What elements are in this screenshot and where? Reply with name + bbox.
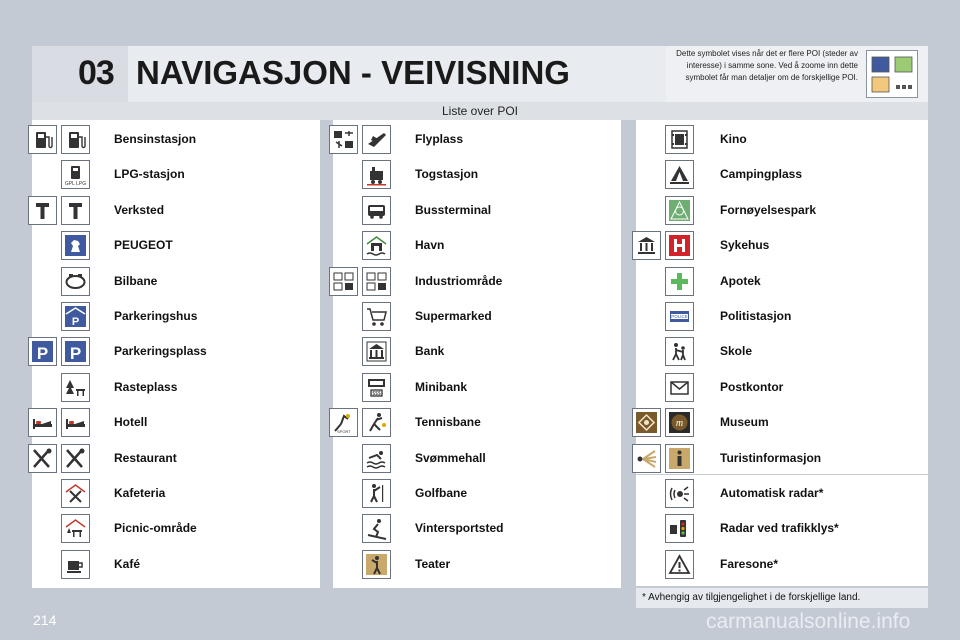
theatre-icon [362,550,391,579]
note-text: Dette symbolet vises når det er flere POI (steder av interesse) i samme sone. Ved å zoome inn dette symbolet får man detaljer om de forskjellige POI. [676,49,858,82]
svg-text:SPORT: SPORT [337,429,351,435]
page-number: 214 [33,612,57,628]
factory-multi-icon [329,267,358,296]
poi-label: Parkeringshus [114,309,198,323]
footnote: * Avhengig av tilgjengelighet i de forskjellige land. [642,592,861,603]
amusement-park-icon [665,196,694,225]
poi-label: Flyplass [415,132,464,146]
poi-label: Havn [415,238,445,253]
fork-knife-icon [28,444,57,473]
poi-label: Rasteplass [114,379,178,394]
poi-row [636,371,928,406]
poi-row [333,194,621,229]
parking-icon [61,337,90,366]
poi-column-3 [636,120,928,586]
poi-column-2 [333,120,621,588]
poi-label: Parkeringsplass [114,344,207,359]
golf-icon [362,479,391,508]
poi-label: Kino [720,132,747,146]
poi-label: Tennisbane [415,415,481,430]
poi-row [333,335,621,370]
fuel-pump-icon [28,125,57,154]
poi-row [333,512,621,547]
coffee-cup-icon [61,550,90,579]
poi-label: Minibank [415,379,468,394]
svg-text:$$$: $$$ [372,390,381,397]
poi-row [636,335,928,370]
svg-text:P: P [71,316,80,328]
poi-row [32,512,320,547]
poi-label: Supermarked [415,309,492,323]
skiing-icon [362,514,391,543]
film-icon [665,125,694,154]
poi-row [333,229,621,264]
poi-row [32,229,320,264]
cafeteria-icon [61,479,90,508]
museum-icon [665,408,694,437]
poi-label: Kafé [114,556,141,571]
poi-row [636,512,928,547]
poi-label: Vintersportsted [415,521,504,536]
atm-icon [362,373,391,402]
bus-icon [362,196,391,225]
poi-label: PEUGEOT [114,238,173,253]
svg-text:GPL LPG: GPL LPG [64,181,87,187]
poi-row [32,477,320,512]
svg-text:POLICE: POLICE [671,314,688,319]
poi-row [636,406,928,441]
poi-label: LPG-stasjon [114,167,185,182]
poi-row [636,477,928,512]
poi-label: Bilbane [114,273,158,288]
poi-label: Turistinformasjon [720,450,822,465]
poi-label: Industriområde [415,273,503,288]
poi-label: Fornøyelsespark [720,202,817,217]
rest-area-icon [61,373,90,402]
camping-icon [665,160,694,189]
poi-label: Bussterminal [415,202,492,217]
poi-label: Svømmehall [415,450,486,465]
poi-column-1 [32,120,320,588]
multi-poi-icon [866,50,918,98]
poi-label: Togstasjon [415,167,479,182]
poi-row [636,123,928,158]
fuel-pump-icon [61,125,90,154]
poi-row [333,300,621,335]
poi-label: Sykehus [720,238,770,253]
svg-text:P: P [36,344,49,364]
poi-row [333,123,621,158]
poi-row [32,548,320,583]
svg-text:m: m [675,418,684,430]
poi-label: Verksted [114,202,165,217]
poi-row [32,158,320,193]
poi-row [333,265,621,300]
poi-row [636,300,928,335]
bed-icon [61,408,90,437]
sport-icon [329,408,358,437]
poi-label: Restaurant [114,450,177,465]
poi-label: Campingplass [720,167,803,182]
school-children-icon [665,337,694,366]
watermark: carmanualsonline.info [706,610,911,633]
tourist-sight-icon [632,444,661,473]
lpg-pump-icon [61,160,90,189]
poi-row [333,477,621,512]
hospital-icon [665,231,694,260]
chapter-number: 03 [78,54,114,92]
train-icon [362,160,391,189]
peugeot-lion-icon [61,231,90,260]
swimming-icon [362,444,391,473]
pharmacy-cross-icon [665,267,694,296]
poi-row [333,442,621,477]
subheader [32,102,928,120]
bank-icon [362,337,391,366]
traffic-light-radar-icon [665,514,694,543]
svg-text:P: P [69,344,82,364]
picnic-icon [61,514,90,543]
poi-label: Apotek [720,273,761,288]
radar-icon [665,479,694,508]
tennis-icon [362,408,391,437]
section-divider [636,474,928,475]
poi-label: Automatisk radar* [720,486,824,500]
poi-label: Teater [415,556,451,571]
poi-label: Postkontor [720,379,784,394]
poi-label: Bensinstasjon [114,132,197,146]
poi-label: Faresone* [720,556,779,571]
poi-row [32,194,320,229]
poi-row [333,158,621,193]
poi-row [636,229,928,264]
envelope-icon [665,373,694,402]
police-icon [665,302,694,331]
poi-row [333,548,621,583]
poi-label: Politistasjon [720,309,792,323]
poi-label: Bank [415,344,445,359]
poi-row [636,158,928,193]
airplane-icon [362,125,391,154]
poi-row [32,406,320,441]
poi-row [32,442,320,477]
poi-label: Museum [720,415,769,430]
subheader-text: Liste over POI [441,104,519,118]
poi-row [32,123,320,158]
poi-row [32,371,320,406]
monument-icon [632,408,661,437]
poi-row [636,265,928,300]
poi-label: Picnic-område [114,521,197,536]
shopping-cart-icon [362,302,391,331]
poi-row [333,371,621,406]
poi-row [333,406,621,441]
poi-row [32,265,320,300]
wrench-icon [28,196,57,225]
poi-label: Radar ved trafikklys* [720,521,839,536]
parking-garage-icon [61,302,90,331]
factory-multi-icon [362,267,391,296]
race-track-icon [61,267,90,296]
poi-label: Hotell [114,415,148,430]
wrench-icon [61,196,90,225]
page-title: NAVIGASJON - VEIVISNING [136,54,570,91]
poi-label: Kafeteria [114,486,166,500]
info-icon [665,444,694,473]
bed-icon [28,408,57,437]
public-building-icon [632,231,661,260]
poi-row [32,300,320,335]
parking-icon [28,337,57,366]
poi-row [636,442,928,477]
poi-row [32,335,320,370]
poi-label: Skole [720,344,753,359]
poi-label: Golfbane [415,486,468,500]
poi-row [636,194,928,229]
poi-row [636,548,928,583]
danger-zone-icon [665,550,694,579]
airport-multi-icon [329,125,358,154]
harbour-icon [362,231,391,260]
fork-knife-icon [61,444,90,473]
